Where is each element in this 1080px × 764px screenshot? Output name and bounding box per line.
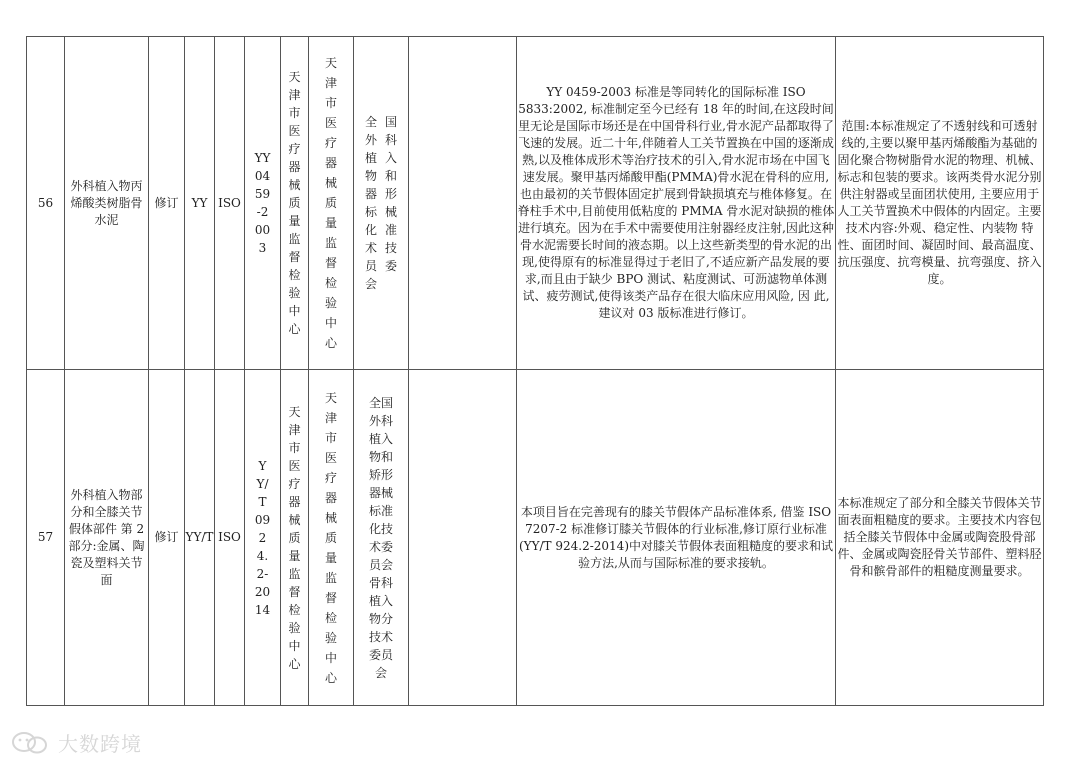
- row-number: 56: [27, 37, 65, 370]
- technical-unit: 天津市医疗器械质量监督检验中心: [309, 37, 354, 370]
- row-number: 57: [27, 370, 65, 706]
- project-name: 外科植入物丙烯酸类树脂骨水泥: [65, 37, 149, 370]
- adoption-standard: ISO: [215, 370, 245, 706]
- blank-cell: [409, 37, 517, 370]
- committee-col-1: 全外植物器标化术员会: [364, 115, 377, 291]
- watermark: [10, 728, 142, 757]
- technical-unit: 天津市医疗器械质量监督检验中心: [309, 370, 354, 706]
- scope-text: 范围:本标准规定了不透射线和可透射线的,主要以聚甲基丙烯酸酯为基础的固化聚合物树脂骨水泥的物理、机械、标志和包装的要求。该两类骨水泥分别供注射器或呈面团状使用, 主要应用于人工关节置换术中假体的内固定。主要技术内容:外观、稳定性、内装物 特性、面团时间、凝固时间、最高温度、抗压强度、抗弯模量、抗弯强度、挤入度。: [836, 37, 1044, 370]
- replaced-standard: YY/T 0924.2-2014: [245, 370, 281, 706]
- replaced-standard: YY 0459-2003: [245, 37, 281, 370]
- revision-type: 修订: [149, 37, 185, 370]
- watermark-text: 大数跨境: [58, 732, 142, 756]
- committee: 全国外科植入物和矫形器械标准化技术委员会骨科植入物分技术委员会: [354, 370, 409, 706]
- committee-col-2: 国科入和形械准技委: [384, 115, 397, 273]
- drafting-unit: 天津市医疗器械质量监督检验中心: [281, 370, 309, 706]
- revision-type: 修订: [149, 370, 185, 706]
- purpose-text: 本项目旨在完善现有的膝关节假体产品标准体系, 借鉴 ISO 7207-2 标准修订膝关节假体的行业标准,修订原行业标准 (YY/T 924.2-2014)中对膝关节假体表面粗糙度的要求和试验方法,从而与国际标准的要求接轨。: [517, 370, 836, 706]
- adoption-standard: ISO: [215, 37, 245, 370]
- wechat-logo-icon: [10, 730, 54, 756]
- blank-cell: [409, 370, 517, 706]
- standard-category: YY/T: [185, 370, 215, 706]
- purpose-text: YY 0459-2003 标准是等同转化的国际标准 ISO 5833:2002, 标准制定至今已经有 18 年的时间,在这段时间里无论是国际市场还是在中国骨科行业,骨水泥产品都取得了飞速的发展。近二十年,伴随着人工关节置换在中国的逐渐成熟,以及椎体成形术等治疗技术的引入,骨水泥市场在中国飞速发展。聚甲基丙烯酸甲酯(PMMA)骨水泥在骨科的应用,也由最初的关节假体固定扩展到骨缺损填充与椎体修复。在脊柱手术中,目前使用低粘度的 PMMA 骨水泥对缺损的椎体进行填充。因为在手术中需要使用注射器经皮注射,因此这种骨水泥需要长时间的液态期。以上这些新类型的骨水泥的出 现,使得原有的标准显得过于老旧了,不适应新产品发展的要求,而且由于缺少 BPO 测试、粘度测试、可沥滤物单体测试、疲劳测试,使得该类产品存在很大临床应用风险, 因 此,建议对 03 版标准进行修订。: [517, 37, 836, 370]
- table-row: [27, 370, 1044, 706]
- standard-category: YY: [185, 37, 215, 370]
- standards-table: [26, 36, 1044, 706]
- table-row: [27, 37, 1044, 370]
- scope-text: 本标准规定了部分和全膝关节假体关节面表面粗糙度的要求。主要技术内容包括全膝关节假体中金属或陶瓷股骨部件、金属或陶瓷胫骨关节部件、塑料胫骨和髌骨部件的粗糙度测量要求。: [836, 370, 1044, 706]
- project-name: 外科植入物部分和全膝关节假体部件 第 2 部分:金属、陶瓷及塑料关节面: [65, 370, 149, 706]
- drafting-unit: 天津市医疗器械质量监督检验中心: [281, 37, 309, 370]
- committee: [354, 37, 409, 370]
